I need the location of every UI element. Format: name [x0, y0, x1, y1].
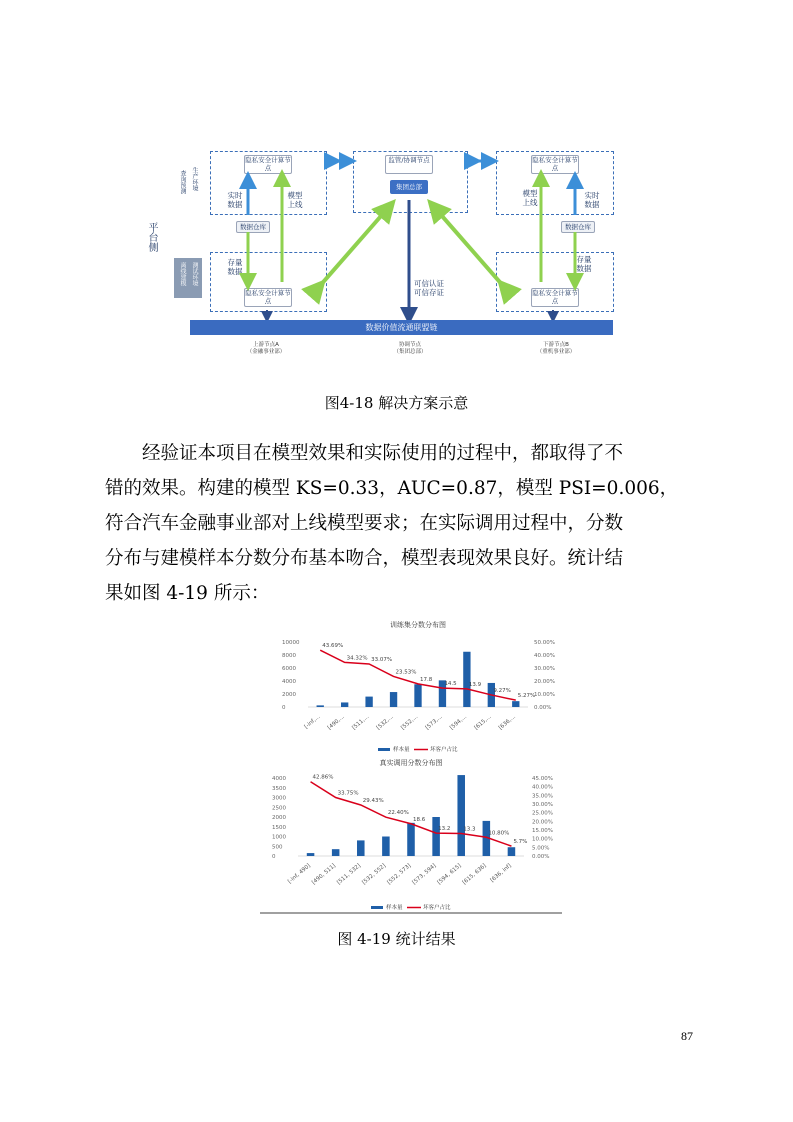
- y2-tick-label: 0.00%: [532, 854, 550, 860]
- bar: [357, 840, 365, 856]
- group-hq-node: 集团总部: [390, 180, 428, 194]
- data-label: 14.5: [444, 681, 457, 688]
- data-label: 42.86%: [312, 774, 334, 781]
- query-predict-label: 查询预测: [179, 170, 186, 194]
- figure-caption-4-19: 图 4-19 统计结果: [337, 930, 456, 948]
- data-label: 13.9: [468, 681, 482, 688]
- stock-data-b-label: 存量数据: [576, 255, 592, 273]
- y2-tick-label: 20.00%: [532, 819, 553, 826]
- privacy-node-b-test: 隐私安全计算节点: [532, 289, 578, 305]
- data-label: 18.6: [413, 816, 426, 823]
- category-label: [552,…: [400, 713, 420, 732]
- category-label: [-inf,…: [303, 713, 322, 731]
- bar: [432, 817, 440, 856]
- bar: [365, 697, 372, 707]
- paragraph-line: 经验证本项目在模型效果和实际使用的过程中，都取得了不: [142, 443, 624, 464]
- category-label: [636, inf]: [489, 862, 513, 884]
- offline-model-label: 离线建模: [179, 262, 186, 286]
- y-tick-label: 10000: [282, 640, 300, 646]
- y-tick-label: 1000: [272, 834, 286, 841]
- y2-tick-label: 15.00%: [532, 828, 553, 834]
- data-label: 23.53%: [395, 669, 417, 676]
- bar: [463, 652, 470, 707]
- bar: [307, 853, 315, 856]
- y-tick-label: 2000: [282, 692, 296, 698]
- y2-tick-label: 40.00%: [532, 784, 553, 791]
- y-tick-label: 4000: [282, 679, 296, 685]
- paragraph-line: 符合汽车金融事业部对上线模型要求；在实际调用过程中，分数: [105, 513, 624, 534]
- legend-label: 坏客户占比: [430, 747, 458, 753]
- data-label: 22.40%: [387, 810, 409, 817]
- data-label: 33.75%: [337, 790, 359, 797]
- paragraph-line: 分布与建模样本分数分布基本吻合，模型表现效果良好。统计结: [105, 548, 624, 569]
- category-label: [532,…: [375, 713, 395, 732]
- category-label: [573, 594]: [411, 862, 438, 887]
- bar: [508, 847, 516, 856]
- y2-tick-label: 45.00%: [532, 776, 553, 782]
- category-label: [615,…: [473, 713, 493, 732]
- training-score-chart: [260, 618, 580, 758]
- data-label: 13.3: [463, 826, 476, 833]
- bar: [382, 837, 390, 857]
- y-tick-label: 6000: [282, 666, 296, 672]
- y2-tick-label: 5.00%: [532, 845, 550, 852]
- supervise-node: 监管/协调节点: [385, 155, 433, 174]
- data-label: 5.7%: [513, 839, 528, 846]
- y2-tick-label: 30.00%: [532, 802, 553, 808]
- legend-swatch-bar: [371, 906, 383, 909]
- category-label: [573,…: [424, 713, 444, 732]
- downstream-b-label: 下游节点B （重机事业部）: [536, 342, 576, 355]
- y2-tick-label: 0.00%: [534, 705, 552, 711]
- privacy-node-b-prod: 隐私安全计算节点: [532, 156, 578, 172]
- y-tick-label: 0: [282, 705, 286, 711]
- category-label: [594, 615]: [436, 862, 463, 887]
- y2-tick-label: 30.00%: [534, 666, 555, 672]
- legend-label: 样本量: [393, 747, 410, 753]
- upstream-a-label: 上游节点A （金融事业部）: [246, 342, 286, 355]
- category-label: [490, 511]: [311, 862, 337, 887]
- model-online-b-label: 模型上线: [522, 189, 538, 207]
- stock-data-a-label: 存量数据: [227, 258, 243, 276]
- category-label: [511,…: [351, 713, 371, 732]
- page-number: 87: [681, 1029, 693, 1043]
- data-warehouse-a: 数据仓库: [236, 221, 270, 233]
- y2-tick-label: 10.00%: [534, 692, 555, 698]
- y-tick-label: 8000: [282, 653, 296, 659]
- paragraph-line: 果如图 4-19 所示：: [105, 583, 270, 604]
- y-tick-label: 3000: [272, 795, 286, 802]
- diagram-arrows: [0, 0, 793, 360]
- alliance-chain-bar: 数据价值流通联盟链: [190, 320, 613, 335]
- data-label: 10.80%: [488, 830, 510, 837]
- bar: [457, 775, 465, 856]
- figure-caption-4-18: 图4-18 解决方案示意: [324, 394, 469, 412]
- test-env-label: 测试环境: [191, 262, 198, 286]
- category-label: [490,…: [326, 713, 346, 732]
- category-label: [-inf, 490]: [287, 862, 312, 886]
- bar: [407, 823, 415, 856]
- privacy-node-a-test: 隐私安全计算节点: [245, 289, 291, 305]
- y-tick-label: 500: [272, 844, 283, 851]
- y2-tick-label: 20.00%: [534, 679, 555, 685]
- category-label: [594,…: [449, 713, 469, 732]
- y-tick-label: 4000: [272, 776, 286, 782]
- privacy-node-a-prod: 隐私安全计算节点: [245, 156, 291, 172]
- bar: [512, 701, 519, 707]
- paragraph-line: 错的效果。构建的模型 KS=0.33，AUC=0.87，模型 PSI=0.006，: [105, 478, 679, 499]
- coord-node-label: 协调节点 （集团总部）: [393, 342, 427, 355]
- data-label: 17.8: [420, 676, 433, 683]
- data-label: 13.2: [438, 826, 451, 833]
- category-label: [615, 636]: [461, 862, 488, 887]
- y2-tick-label: 50.00%: [534, 640, 555, 646]
- bar: [317, 705, 324, 707]
- bar: [341, 702, 348, 707]
- data-warehouse-b: 数据仓库: [561, 221, 595, 233]
- y2-tick-label: 40.00%: [534, 653, 555, 659]
- y2-tick-label: 10.00%: [532, 836, 553, 843]
- data-label: 33.07%: [371, 657, 393, 664]
- body-paragraph: [105, 436, 695, 611]
- data-label: 34.32%: [346, 655, 368, 662]
- trust-label: 可信认证可信存证: [414, 279, 444, 297]
- category-label: [552, 573]: [386, 862, 413, 887]
- category-label: [532, 552]: [361, 862, 388, 887]
- bar: [390, 692, 397, 707]
- legend-swatch-bar: [378, 748, 390, 751]
- data-label: 9.27%: [493, 687, 511, 694]
- realtime-data-b-label: 实时数据: [584, 191, 600, 209]
- legend-label: 坏客户占比: [423, 905, 451, 911]
- category-label: [636,…: [497, 713, 518, 732]
- y-tick-label: 3500: [272, 785, 286, 792]
- model-online-a-label: 模型上线: [287, 191, 303, 209]
- realtime-data-a-label: 实时数据: [227, 191, 243, 209]
- y-tick-label: 1500: [272, 824, 286, 831]
- chart-title: 训练集分数分布图: [390, 621, 446, 629]
- prod-env-label: 生产环境: [191, 167, 198, 191]
- live-score-chart: [260, 756, 580, 916]
- legend-label: 样本量: [386, 905, 403, 911]
- platform-side-label: 平台侧: [146, 222, 157, 252]
- bar: [414, 684, 421, 707]
- chart-title: 真实调用分数分布图: [379, 759, 443, 767]
- y-tick-label: 0: [272, 854, 276, 860]
- category-label: [511, 532]: [336, 862, 363, 887]
- y-tick-label: 2000: [272, 815, 286, 821]
- data-label: 5.27%: [517, 693, 536, 700]
- y-tick-label: 2500: [272, 805, 286, 812]
- bar: [332, 849, 340, 856]
- y2-tick-label: 25.00%: [532, 810, 553, 817]
- data-label: 29.43%: [362, 797, 384, 804]
- data-label: 43.69%: [322, 643, 344, 650]
- y2-tick-label: 35.00%: [532, 793, 553, 800]
